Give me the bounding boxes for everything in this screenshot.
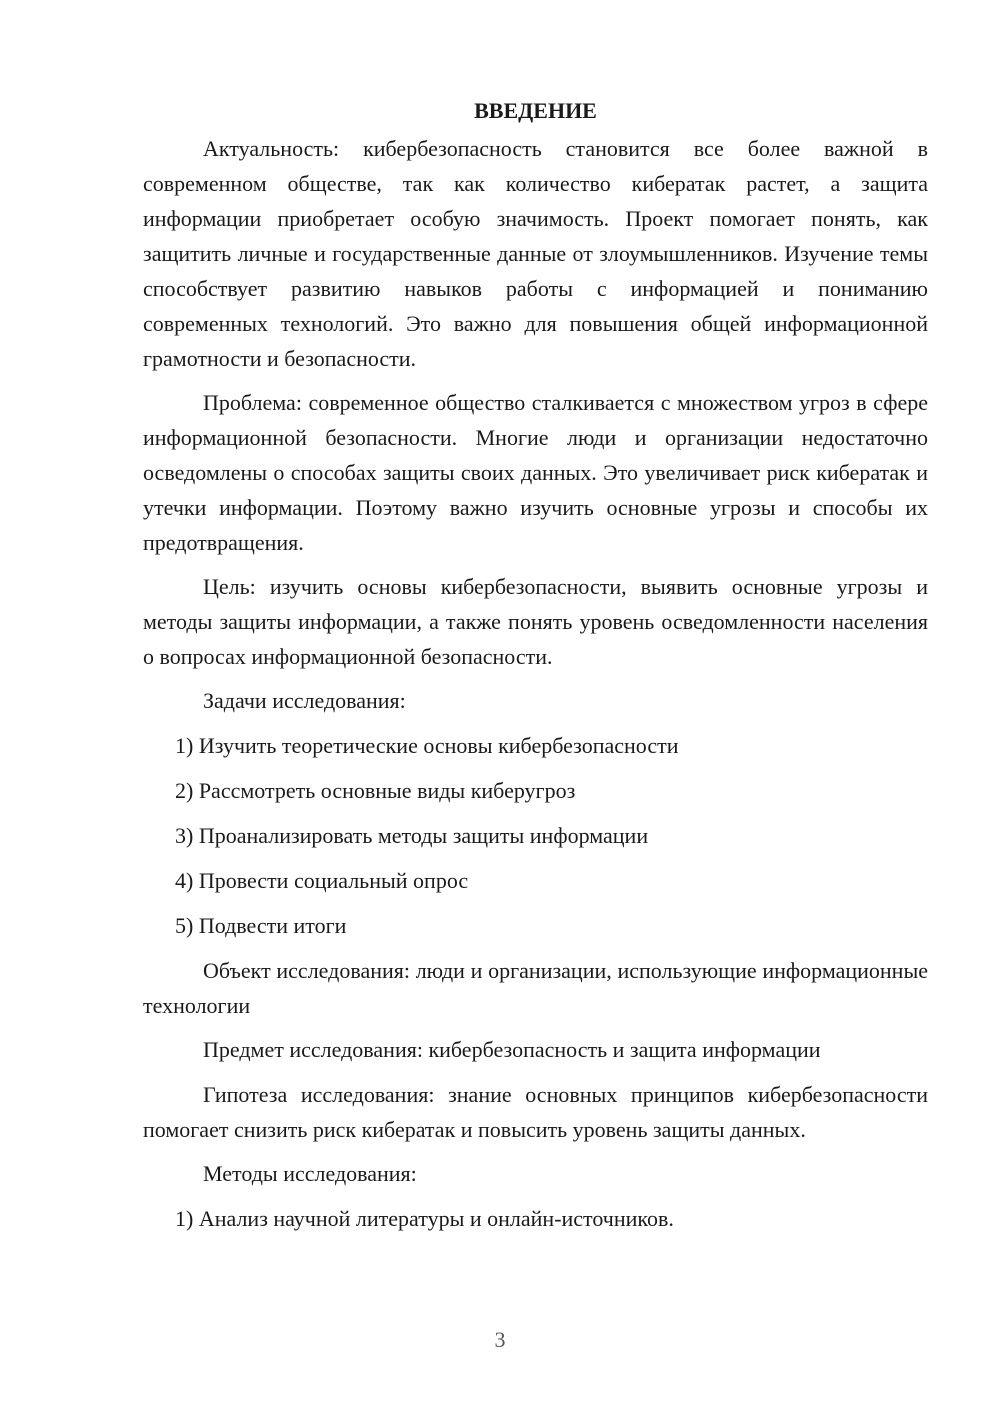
goal-paragraph: Цель: изучить основы кибербезопасности, выявить основные угрозы и методы защиты информации, а также понять уровень осведомленности населения о вопросах информационной безопасности. <box>143 574 928 669</box>
methods-heading: Методы исследования: <box>203 1161 417 1186</box>
page-content <box>143 95 928 1246</box>
task-item: 4) Провести социальный опрос <box>175 868 469 893</box>
relevance-paragraph: Актуальность: кибербезопасность становится все более важной в современном обществе, так как количество кибератак растет, а защита информации приобретает особую значимость. Проект помогает понять, как защитить личные и государственные данные от злоумышленников. Изучение темы способствует развитию навыков работы с информацией и пониманию современных технологий. Это важно для повышения общей информационной грамотности и безопасности. <box>143 136 928 371</box>
page-number: 3 <box>494 1327 506 1352</box>
subject-line: Предмет исследования: кибербезопасность и защита информации <box>203 1037 821 1062</box>
tasks-heading: Задачи исследования: <box>203 688 406 713</box>
problem-paragraph: Проблема: современное общество сталкивается с множеством угроз в сфере информационной безопасности. Многие люди и организации недостаточно осведомлены о способах защиты своих данных. Это увеличивает риск кибератак и утечки информации. Поэтому важно изучить основные угрозы и способы их предотвращения. <box>143 390 928 555</box>
task-item: 5) Подвести итоги <box>175 913 347 938</box>
section-title: ВВЕДЕНИЕ <box>474 98 597 123</box>
method-item: 1) Анализ научной литературы и онлайн-источников. <box>175 1206 674 1231</box>
task-item: 3) Проанализировать методы защиты информации <box>175 823 649 848</box>
hypothesis-paragraph: Гипотеза исследования: знание основных принципов кибербезопасности помогает снизить риск кибератак и повысить уровень защиты данных. <box>143 1082 928 1142</box>
task-item: 2) Рассмотреть основные виды киберугроз <box>175 778 576 803</box>
object-paragraph: Объект исследования: люди и организации, использующие информационные технологии <box>143 958 928 1018</box>
task-item: 1) Изучить теоретические основы кибербезопасности <box>175 733 679 758</box>
